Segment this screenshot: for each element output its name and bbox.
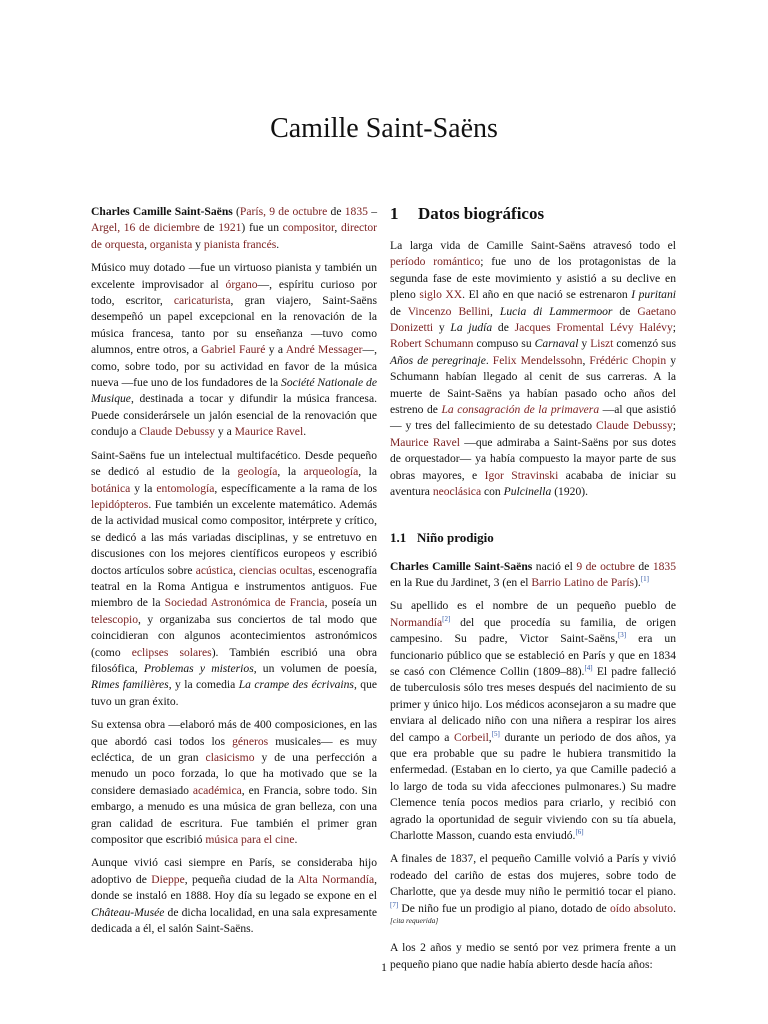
text: Société Nationale de Musique [91, 376, 377, 406]
link-geologia[interactable]: geología [237, 465, 278, 479]
text: , y la comedia [168, 678, 239, 692]
paragraph-apellido [390, 598, 676, 844]
link-dieppe[interactable]: Dieppe [151, 872, 185, 886]
text: de [634, 559, 653, 573]
link-neoclasica[interactable]: neoclásica [432, 485, 482, 499]
text: de [492, 321, 515, 335]
text: Rimes familières [91, 678, 169, 692]
text: . [485, 353, 493, 367]
text: La larga vida de Camille Saint-Saëns atravesó todo el [390, 239, 676, 252]
text: con [481, 485, 504, 499]
text: Aunque vivió casi siempre en París, se consideraba hijo adoptivo de [91, 856, 377, 886]
link-generos[interactable]: géneros [232, 734, 269, 748]
subsection-title: Niño prodigio [417, 529, 494, 545]
text: Lucia di Lammermoor [499, 304, 613, 318]
link-andre-messager[interactable]: André Messager [285, 343, 363, 357]
text: I puritani [631, 288, 676, 302]
link-corbeil[interactable]: Corbeil [454, 730, 489, 744]
text: A los 2 años y medio se sentó por vez primera frente a un pequeño piano que nadie había abierto desde hacía años: [390, 941, 676, 971]
text: La crampe des écrivains [238, 678, 354, 692]
citation-needed[interactable]: [cita requerida] [390, 916, 439, 926]
paragraph-obra [91, 717, 377, 848]
link-igor-stravinski[interactable]: Igor Stravinski [484, 468, 559, 482]
subsection-heading [390, 529, 676, 547]
text: El padre falleció de tuberculosis sólo tres meses después del nacimiento de su primer y único hijo. Los médicos aconsejaron a su madre que enviara al delicado niño con una niñera a respirar los aires del campo a [390, 664, 676, 744]
text: , escenografía teatral en la Roma Antigua e instrumentos antiguos. Fue miembro de la [91, 563, 377, 610]
link-alta-normandia[interactable]: Alta Normandía [297, 872, 375, 886]
text: . [276, 237, 280, 251]
link-telescopio[interactable]: telescopio [91, 612, 139, 626]
paragraph-finales-1837 [390, 851, 676, 933]
link-frederic-chopin[interactable]: Frédéric Chopin [589, 353, 667, 367]
paragraph-intelectual [91, 448, 377, 711]
text: , poseía un [324, 596, 377, 610]
link-vincenzo-bellini[interactable]: Vincenzo Bellini [407, 304, 491, 318]
text: del que procedía su familia, de origen campesino. Su padre, Victor Saint-Saëns, [390, 615, 676, 646]
link-1835-b[interactable]: 1835 [652, 559, 676, 573]
text: Su apellido es el nombre de un pequeño pueblo de [390, 599, 676, 613]
text: Charles Camille Saint-Saëns [390, 559, 533, 573]
text: ; fue uno de los protagonistas de la segunda fase de este movimiento y asistió a su declive en pleno [390, 255, 676, 302]
text: ( [232, 205, 240, 218]
link-barrio-latino[interactable]: Barrio Latino de París [531, 575, 635, 589]
intro-paragraph [91, 204, 377, 253]
text: , [488, 730, 492, 744]
link-organista[interactable]: organista [149, 237, 193, 251]
text: y [578, 337, 591, 351]
text: . [303, 425, 307, 439]
reference-1[interactable]: [1] [640, 575, 649, 584]
link-argel-16-de-diciembre[interactable]: Argel, 16 de diciembre [91, 221, 200, 235]
text: y a [265, 343, 286, 357]
link-1921[interactable]: 1921 [218, 221, 242, 235]
reference-5[interactable]: [5] [491, 729, 500, 738]
text: A finales de 1837, el pequeño Camille volvió a París y vivió rodeado del cariño de estas dos mujeres, sobre todo de Charlotte, que ya desde muy niño le permitió tocar el piano. [390, 852, 676, 899]
paragraph-datos [390, 238, 676, 501]
text: y a [214, 425, 235, 439]
text: – [367, 205, 377, 218]
text: Château-Musée [91, 905, 165, 919]
text: de [612, 304, 638, 318]
page-title: Camille Saint-Saëns [270, 113, 498, 144]
link-lepidopteros[interactable]: lepidópteros [91, 497, 149, 511]
text: ). [634, 575, 641, 589]
text: , [334, 221, 341, 235]
text: De niño fue un prodigio al piano, dotado de [398, 901, 610, 915]
text: , específicamente a la rama de los [214, 481, 377, 495]
text: y la [130, 481, 157, 495]
right-column [390, 204, 676, 973]
section-number: 1 [390, 204, 399, 223]
text: y de una perfección a menudo un poco forzada, lo que ha motivado que se la considere demasiado [91, 751, 377, 797]
link-maurice-ravel-2[interactable]: Maurice Ravel [390, 435, 460, 449]
text: era un funcionario público que se estableció en París y que en 1834 se casó con Clémence Collin (1809–88). [390, 632, 676, 678]
link-entomologia[interactable]: entomología [156, 481, 215, 495]
text: de [327, 205, 345, 218]
link-1835[interactable]: 1835 [344, 205, 368, 218]
text: acababa de iniciar su aventura [390, 468, 676, 499]
text: Su extensa obra —elaboró más de 400 composiciones, en las que abordó casi todos los [91, 718, 377, 748]
reference-3[interactable]: [3] [617, 631, 627, 640]
link-normandia[interactable]: Normandía [390, 615, 443, 629]
link-director-de-orquesta[interactable]: director de orquesta [91, 221, 377, 251]
text: Años de peregrinaje [390, 353, 486, 367]
text: y [192, 237, 204, 251]
text: , la [277, 465, 304, 479]
section-heading [390, 204, 676, 224]
link-arqueologia[interactable]: arqueología [303, 465, 359, 479]
text: , en Francia, sobre todo. Sin embargo, a menudo es una música de gran belleza, con una gran calidad de escritura. Fue también el primer gran compositor que escribió [91, 783, 377, 847]
text: , la [358, 465, 377, 479]
link-compositor[interactable]: compositor [282, 221, 335, 235]
text: musicales— es muy ecléctica, de un gran [91, 734, 377, 764]
link-acustica[interactable]: acústica [195, 563, 234, 577]
link-consagracion-primavera[interactable]: La consagración de la primavera [441, 403, 600, 417]
text: , [233, 563, 240, 577]
text: Problemas y misterios [143, 661, 254, 675]
text: , gran viajero, Saint-Saëns desempeñó un papel excepcional en la renovación de la música francesa, tanto por su enseñanza —tuvo como alumnos, entre otros, a [91, 294, 377, 357]
link-gaetano-donizetti[interactable]: Gaetano Donizetti [390, 304, 676, 335]
reference-4[interactable]: [4] [584, 664, 593, 673]
text: durante un periodo de dos años, ya que era probable que su padre le hubiera transmitido la enfermedad. (Estaban en lo cierto, ya que Camille padeció a lo largo de toda su vida afecciones pulmonares.) Su madre Clemence tenía pocos medios para criarlo, y recibió con agrado la oportunidad de seguir viviendo con su tía abuela, Charlotte Masson, cuando esta enviudó. [390, 730, 676, 842]
link-ciencias-ocultas[interactable]: ciencias ocultas [239, 563, 313, 577]
text: en la Rue du Jardinet, 3 (en el [390, 575, 532, 589]
link-eclipses-solares[interactable]: eclipses solares [131, 645, 212, 659]
link-clasicismo[interactable]: clasicismo [205, 751, 255, 764]
link-oido-absoluto[interactable]: oído absoluto [609, 901, 674, 915]
text: comenzó sus [613, 337, 677, 351]
text: nació el [532, 559, 577, 573]
section-title: Datos biográficos [418, 204, 545, 223]
link-organo[interactable]: órgano [225, 277, 258, 291]
subsection-number: 1.1 [390, 529, 407, 545]
text: . Fue también un excelente matemático. Además de la actividad musical como compositor, intérprete y crítico, se dedicó a las más variadas disciplinas, y se entretuvo en discusiones con los mejores científicos europeos y escribió doctos artículos sobre [91, 497, 377, 577]
text: Carnaval [534, 337, 579, 351]
text: —, como, sobre todo, por su actividad en favor de la música nueva —fue uno de los fundadores de la [91, 343, 377, 390]
text: . [673, 901, 676, 915]
link-maurice-ravel[interactable]: Maurice Ravel [234, 425, 304, 439]
paragraph-nacimiento [390, 559, 676, 592]
text: compuso su [473, 337, 535, 351]
text: —que admiraba a Saint-Saëns por sus dotes de orquestador— ya había compuesto la mayor parte de sus obras mayores, e [390, 435, 676, 482]
page-number: 1 [381, 960, 387, 974]
link-botanica[interactable]: botánica [91, 481, 131, 495]
link-gabriel-faure[interactable]: Gabriel Fauré [200, 343, 266, 357]
text: y [433, 321, 451, 335]
text: , que tuvo un gran éxito. [91, 678, 378, 708]
text: de dicha localidad, en una sala expresamente dedicada a él, el salón Saint-Saëns. [91, 905, 377, 936]
link-academica[interactable]: académica [192, 783, 242, 797]
text: ; [672, 419, 676, 433]
link-claude-debussy-2[interactable]: Claude Debussy [596, 419, 673, 433]
link-musica-para-el-cine[interactable]: música para el cine [205, 833, 295, 847]
text: La judía [450, 321, 493, 335]
text: Músico muy dotado —fue un virtuoso pianista y también un excelente improvisador al [91, 261, 377, 291]
text: ; [672, 321, 676, 335]
reference-7[interactable]: [7] [390, 900, 399, 909]
text: (1920). [551, 485, 589, 499]
link-siglo-xx[interactable]: siglo XX [419, 288, 463, 302]
text: ) fue un [241, 221, 283, 235]
paragraph-musico [91, 260, 377, 440]
text: , [490, 304, 500, 318]
text: —al que asistió— y tres del fallecimiento de su detestado [390, 403, 676, 433]
left-column [91, 204, 377, 937]
link-paris-9-de-octubre[interactable]: París, 9 de octubre [239, 205, 328, 218]
link-liszt[interactable]: Liszt [590, 337, 614, 351]
text: . El año en que nació se estrenaron [462, 288, 632, 302]
text: , [144, 237, 150, 251]
text: , un volumen de poesía, [253, 661, 377, 675]
link-periodo-romantico[interactable]: período romántico [390, 255, 481, 269]
text: , [582, 353, 590, 367]
link-halevy[interactable]: Jacques Fromental Lévy Halévy [514, 321, 673, 335]
link-sociedad-astronomica[interactable]: Sociedad Astronómica de Francia [164, 596, 325, 610]
reference-2[interactable]: [2] [442, 614, 451, 623]
text: , donde se instaló en 1888. Hoy día su legado se expone en el [91, 872, 378, 903]
text: Pulcinella [503, 485, 552, 499]
text: de [199, 221, 219, 235]
text: —, espíritu curioso por todo, escritor, [91, 277, 377, 308]
text: Saint-Saëns fue un intelectual multifacético. Desde pequeño se dedicó al estudio de la [91, 448, 377, 479]
text: y Schumann habían llegado al cenit de sus carreras. A la muerte de Saint-Saëns ya habían pasado ocho años del estreno de [390, 353, 676, 417]
text: de [390, 304, 408, 318]
paragraph-dieppe [91, 855, 377, 937]
text: , y organizaba sus conciertos de tal modo que coincidieran con algunos acontecimientos astronómicos (como [91, 612, 377, 659]
text: ). También escribió una obra filosófica, [91, 645, 377, 675]
text: . [294, 833, 298, 847]
text: , pequeña ciudad de la [184, 872, 298, 886]
link-caricaturista[interactable]: caricaturista [173, 294, 231, 308]
link-9-de-octubre[interactable]: 9 de octubre [576, 559, 635, 573]
reference-6[interactable]: [6] [575, 828, 584, 837]
link-robert-schumann[interactable]: Robert Schumann [390, 337, 474, 351]
link-felix-mendelssohn[interactable]: Felix Mendelssohn [492, 353, 583, 367]
text: , destinada a tocar y difundir la música francesa. Puede considerársele un jalón esencial de la renovación que condujo a [91, 392, 377, 439]
link-claude-debussy[interactable]: Claude Debussy [139, 425, 215, 439]
subject-name: Charles Camille Saint-Saëns [91, 205, 233, 218]
link-pianista-frances[interactable]: pianista francés [203, 237, 277, 251]
